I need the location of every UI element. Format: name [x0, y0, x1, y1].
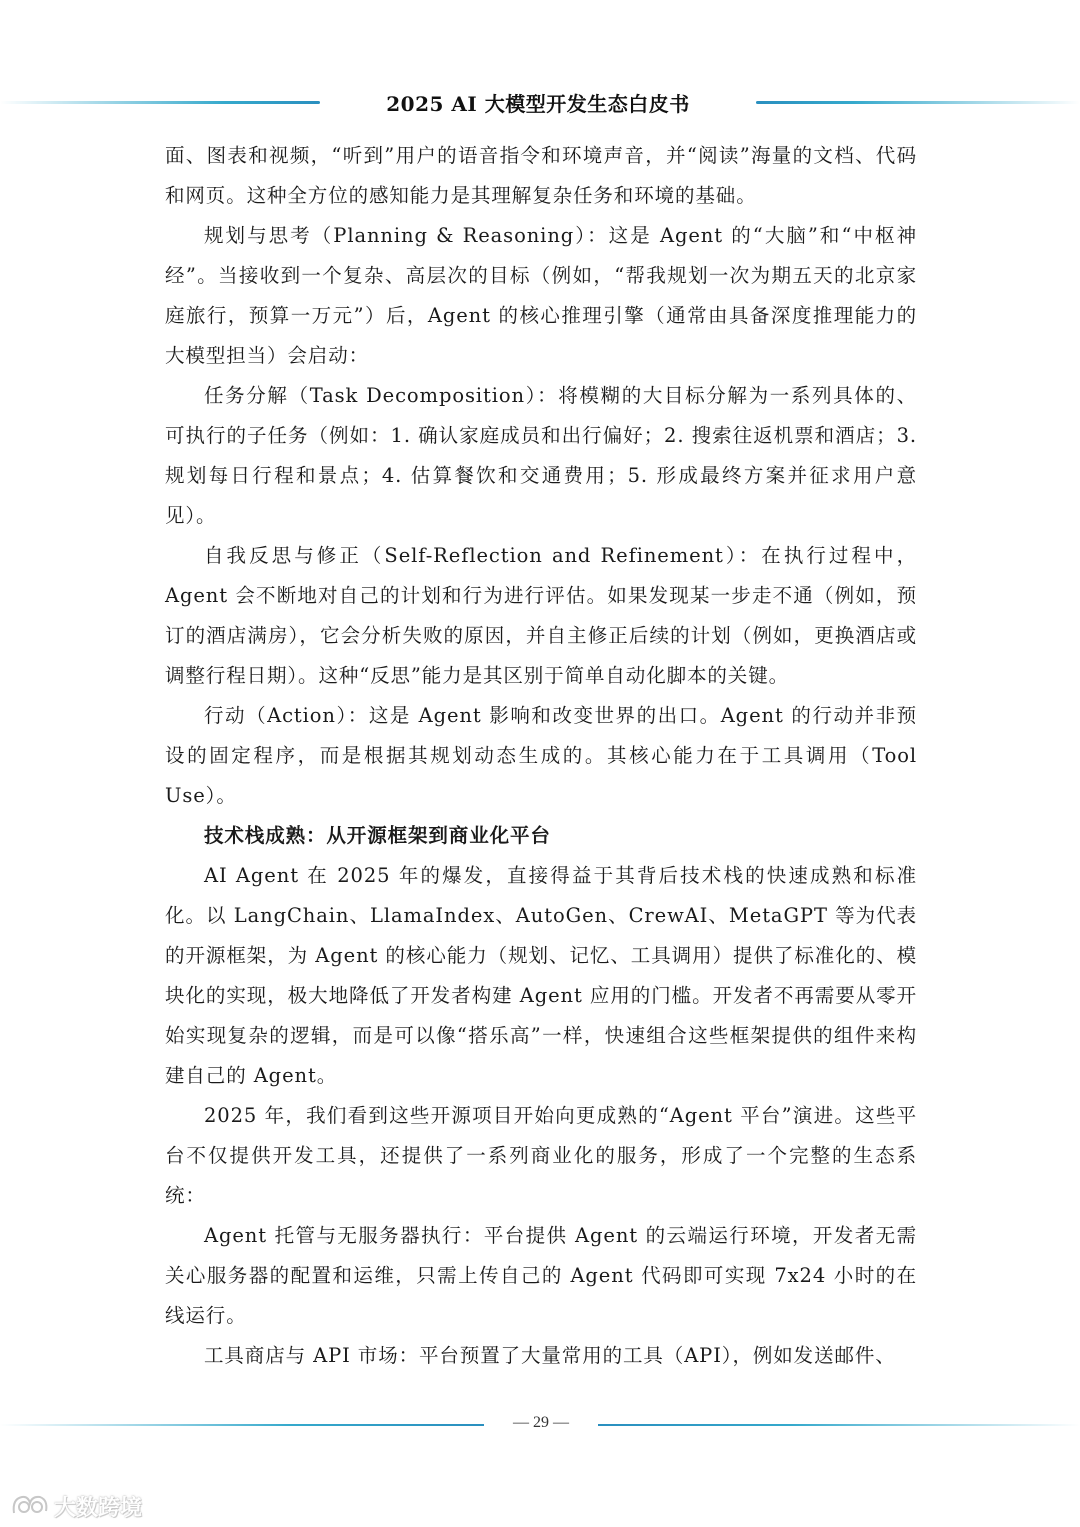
paragraph-tool-store: 工具商店与 API 市场：平台预置了大量常用的工具（API），例如发送邮件、 [204, 1344, 896, 1367]
running-title: 2025 AI 大模型开发生态白皮书 [386, 92, 690, 116]
section-subheading: 技术栈成熟：从开源框架到商业化平台 [204, 824, 551, 847]
page-header [0, 86, 1080, 122]
footer-rule-left [0, 1424, 484, 1426]
footer-rule-right [598, 1424, 1080, 1426]
watermark-text: 大数跨境 [54, 1495, 143, 1521]
page-body [165, 136, 917, 1376]
paragraph-planning-reasoning: 规划与思考（Planning & Reasoning）：这是 Agent 的“大脑”和“中枢神经”。当接收到一个复杂、高层次的目标（例如，“帮我规划一次为期五天的北京家庭旅行，预算一万元”）后，Agent 的核心推理引擎（通常由具备深度推理能力的大模型担当）会启动： [165, 224, 917, 367]
paragraph-perception-continued: 面、图表和视频，“听到”用户的语音指令和环境声音，并“阅读”海量的文档、代码和网页。这种全方位的感知能力是其理解复杂任务和环境的基础。 [165, 144, 917, 207]
header-rule-right [756, 101, 1080, 104]
paragraph-action: 行动（Action）：这是 Agent 影响和改变世界的出口。Agent 的行动并非预设的固定程序，而是根据其规划动态生成的。其核心能力在于工具调用（Tool Use）。 [165, 704, 917, 807]
paragraph-task-decomposition: 任务分解（Task Decomposition）：将模糊的大目标分解为一系列具体的、可执行的子任务（例如：1. 确认家庭成员和出行偏好；2. 搜索往返机票和酒店；3. 规划每日行程和景点；4. 估算餐饮和交通费用；5. 形成最终方案并征求用户意见）。 [165, 384, 917, 527]
paragraph-agent-hosting: Agent 托管与无服务器执行：平台提供 Agent 的云端运行环境，开发者无需关心服务器的配置和运维，只需上传自己的 Agent 代码即可实现 7x24 小时的在线运行。 [165, 1224, 917, 1327]
paragraph-self-reflection: 自我反思与修正（Self-Reflection and Refinement）：在执行过程中，Agent 会不断地对自己的计划和行为进行评估。如果发现某一步走不通（例如，预订的酒店满房），它会分析失败的原因，并自主修正后续的计划（例如，更换酒店或调整行程日期）。这种“反思”能力是其区别于简单自动化脚本的关键。 [165, 544, 917, 687]
page-footer [0, 1410, 1080, 1440]
watermark-logo-icon [10, 1491, 50, 1521]
paragraph-agent-platform: 2025 年，我们看到这些开源项目开始向更成熟的“Agent 平台”演进。这些平台不仅提供开发工具，还提供了一系列商业化的服务，形成了一个完整的生态系统： [165, 1104, 917, 1207]
page-number: — 29 — [513, 1414, 569, 1431]
watermark [10, 1488, 142, 1524]
paragraph-tech-stack: AI Agent 在 2025 年的爆发，直接得益于其背后技术栈的快速成熟和标准化。以 LangChain、LlamaIndex、AutoGen、CrewAI、MetaGPT 等为代表的开源框架，为 Agent 的核心能力（规划、记忆、工具调用）提供了标准化的、模块化的实现，极大地降低了开发者构建 Agent 应用的门槛。开发者不再需要从零开始实现复杂的逻辑，而是可以像“搭乐高”一样，快速组合这些框架提供的组件来构建自己的 Agent。 [165, 864, 917, 1087]
header-rule-left [0, 101, 320, 104]
